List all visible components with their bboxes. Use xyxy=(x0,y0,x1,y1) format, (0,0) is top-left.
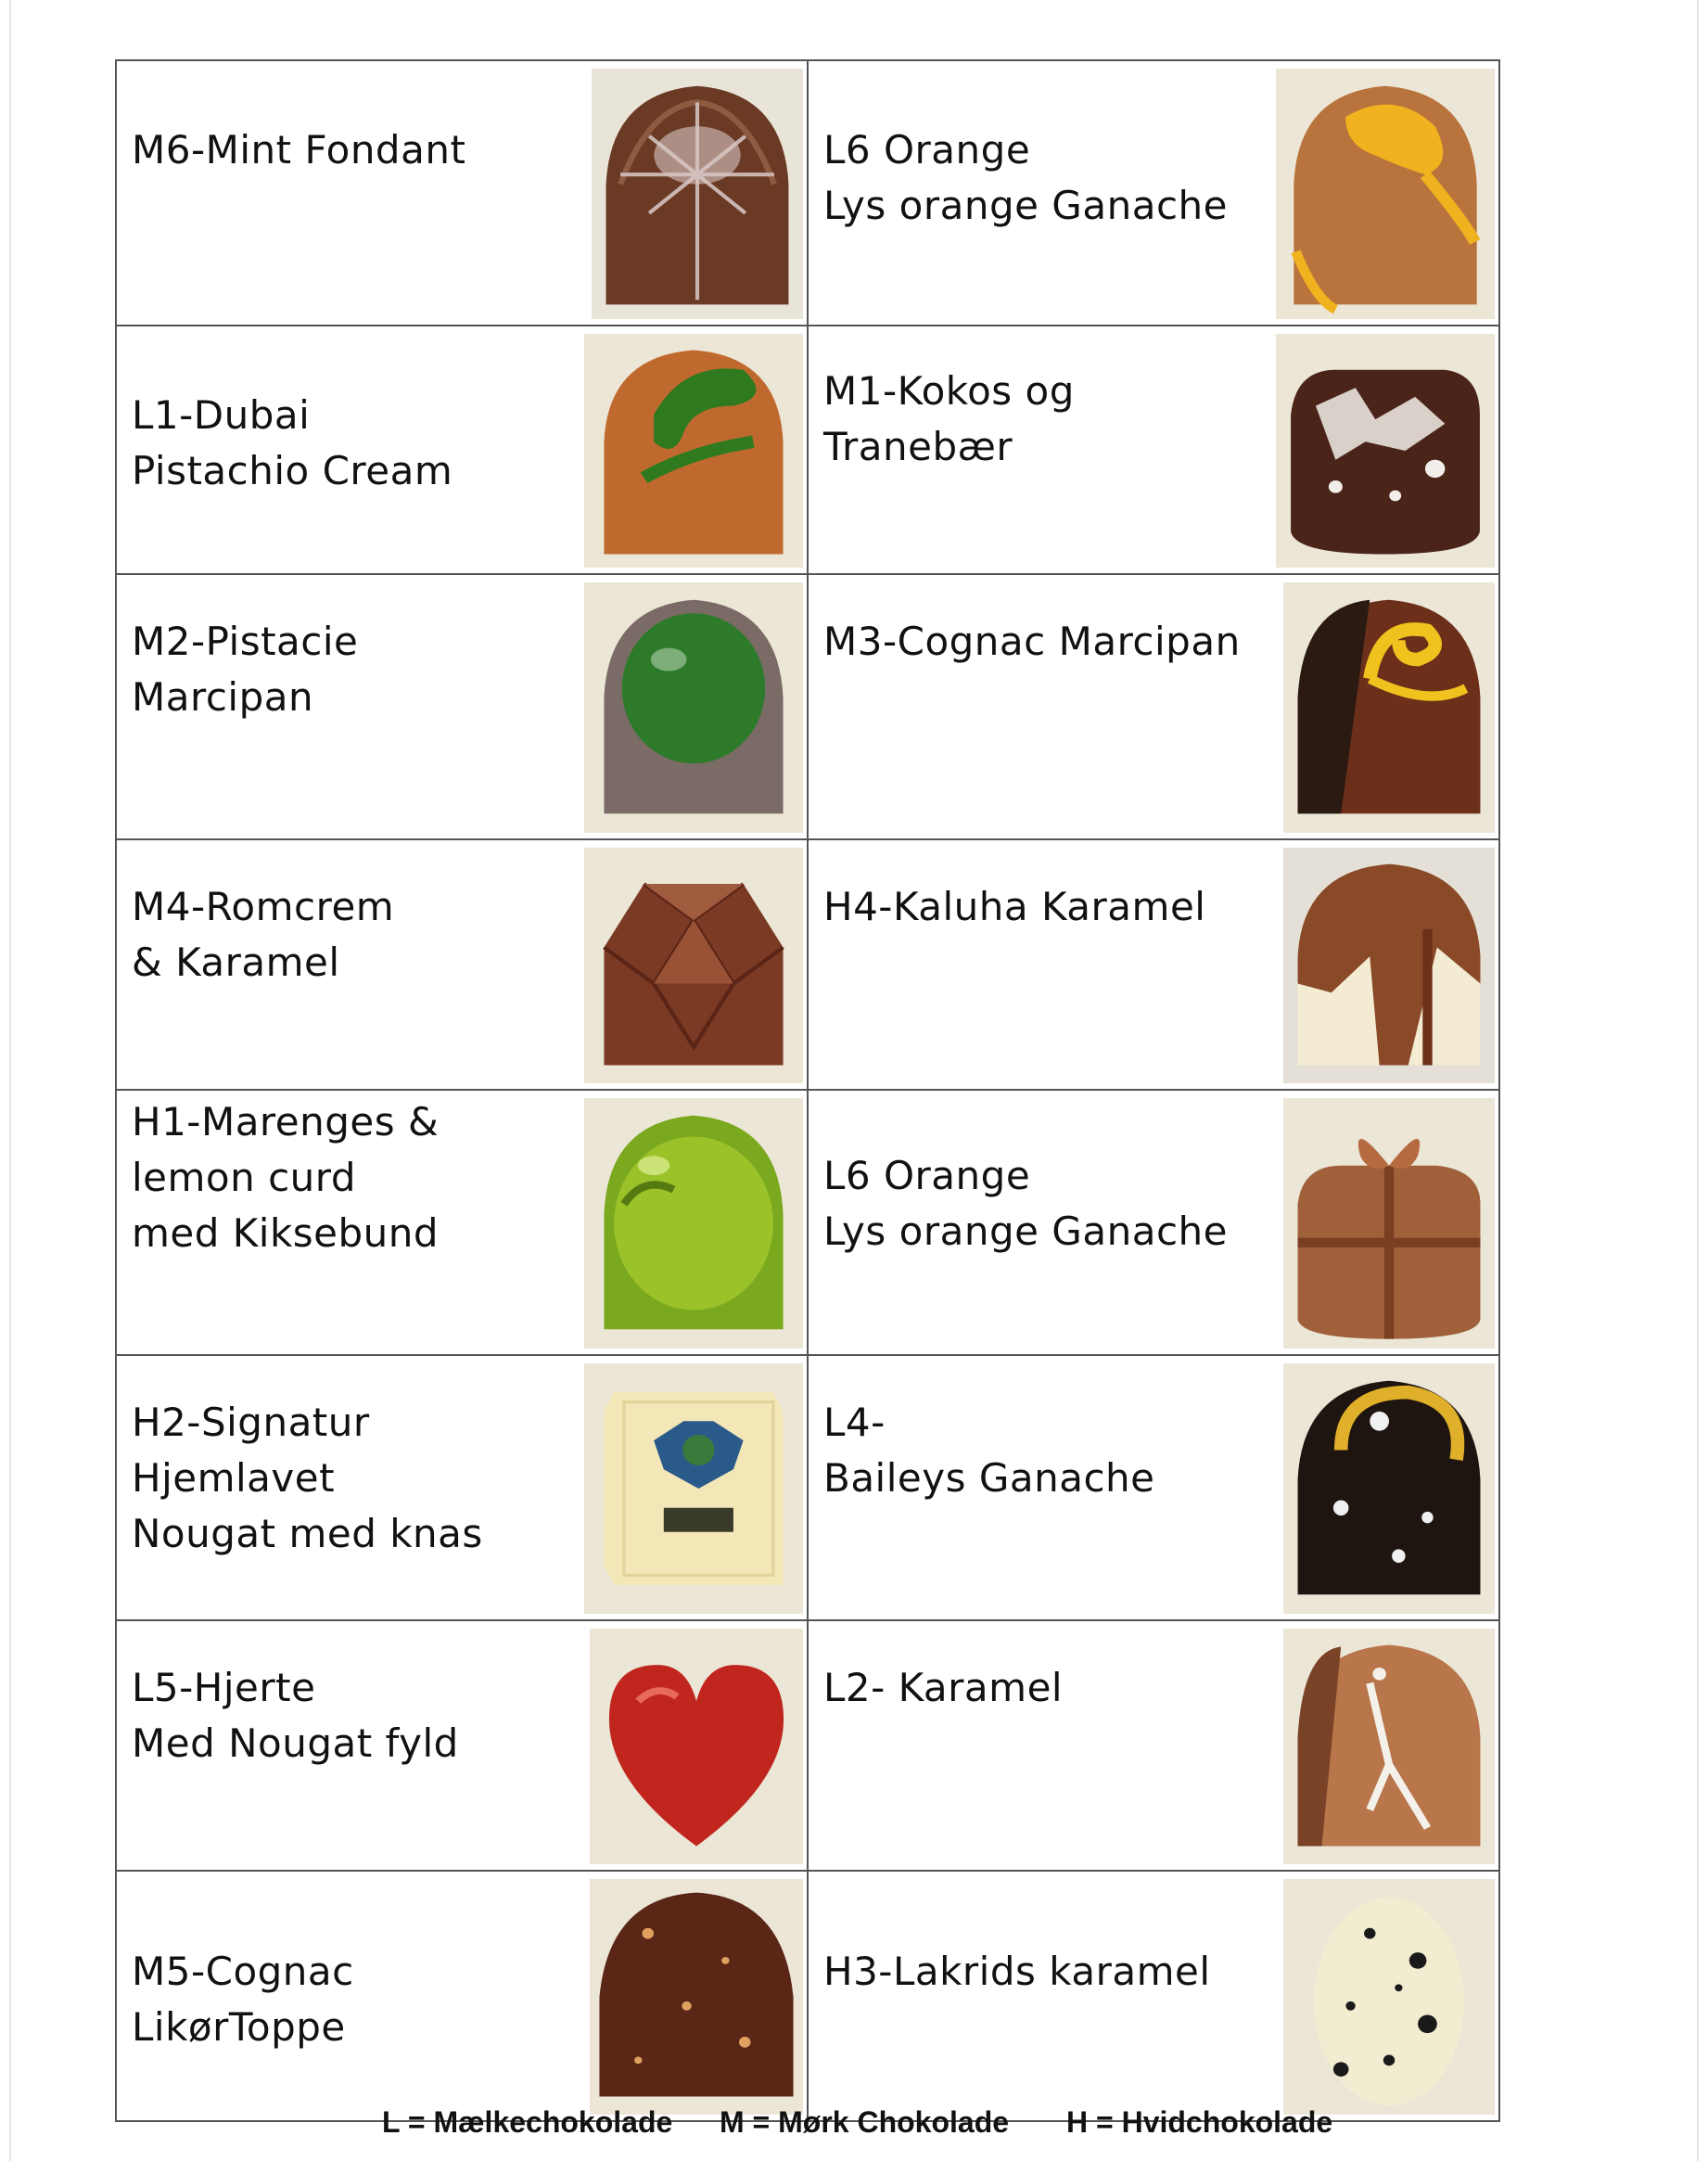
menu-cell xyxy=(808,839,1499,1090)
menu-cell xyxy=(808,326,1499,574)
menu-cell xyxy=(808,1355,1499,1620)
mint-fondant-chocolate-image xyxy=(592,69,803,319)
chocolate-label: M3-Cognac Marcipan xyxy=(823,619,1241,664)
chocolate-label: L6 Orange Lys orange Ganache xyxy=(823,127,1228,228)
chocolate-label: M1-Kokos og Tranebær xyxy=(823,368,1075,469)
table-row xyxy=(116,839,1499,1090)
chocolate-label: M6-Mint Fondant xyxy=(132,127,466,173)
marenges-lemon-curd-chocolate-image xyxy=(584,1098,803,1349)
menu-cell xyxy=(808,1090,1499,1355)
romcrem-karamel-chocolate-image xyxy=(584,848,803,1083)
chocolate-label: M2-Pistacie Marcipan xyxy=(132,619,359,720)
chocolate-label: L1-Dubai Pistachio Cream xyxy=(132,392,453,493)
menu-cell xyxy=(808,1620,1499,1871)
menu-cell xyxy=(116,839,808,1090)
legend-dark-chocolate: M = Mørk Chokolade xyxy=(720,2105,1010,2139)
orange-ganache-chocolate-image xyxy=(1276,69,1495,319)
legend-white-chocolate: H = Hvidchokolade xyxy=(1066,2105,1333,2139)
menu-cell xyxy=(116,326,808,574)
table-row xyxy=(116,1355,1499,1620)
karamel-chocolate-image xyxy=(1283,1629,1495,1864)
table-row xyxy=(116,60,1499,326)
chocolate-label: H3-Lakrids karamel xyxy=(823,1949,1211,1994)
legend-milk-chocolate: L = Mælkechokolade xyxy=(382,2105,673,2139)
chocolate-label: L4- Baileys Ganache xyxy=(823,1400,1155,1501)
pistacie-marcipan-chocolate-image xyxy=(584,582,803,833)
menu-cell xyxy=(116,1355,808,1620)
menu-cell xyxy=(808,574,1499,839)
chocolate-label: H4-Kaluha Karamel xyxy=(823,884,1206,929)
chocolate-label: H1-Marenges & lemon curd med Kiksebund xyxy=(132,1099,440,1256)
baileys-ganache-chocolate-image xyxy=(1283,1363,1495,1614)
table-row xyxy=(116,1871,1499,2121)
chocolate-label: L6 Orange Lys orange Ganache xyxy=(823,1153,1228,1254)
page-edge-right xyxy=(1697,0,1699,2161)
chocolate-label: L2- Karamel xyxy=(823,1665,1064,1710)
page-edge-left xyxy=(9,0,11,2161)
cognac-marcipan-chocolate-image xyxy=(1283,582,1495,833)
chocolate-label: M5-Cognac LikørToppe xyxy=(132,1949,354,2050)
chocolate-label: M4-Romcrem & Karamel xyxy=(132,884,395,985)
menu-cell xyxy=(808,1871,1499,2121)
gift-box-chocolate-image xyxy=(1283,1098,1495,1349)
chocolate-menu-table xyxy=(115,59,1500,2122)
menu-cell xyxy=(116,1871,808,2121)
table-row xyxy=(116,574,1499,839)
menu-cell xyxy=(808,60,1499,326)
table-row xyxy=(116,1620,1499,1871)
chocolate-label: H2-Signatur Hjemlavet Nougat med knas xyxy=(132,1400,483,1556)
kaluha-karamel-chocolate-image xyxy=(1283,848,1495,1083)
menu-cell xyxy=(116,1620,808,1871)
chocolate-type-legend xyxy=(115,2105,1500,2146)
table-row xyxy=(116,326,1499,574)
menu-cell xyxy=(116,574,808,839)
cognac-likortoppe-chocolate-image xyxy=(590,1879,803,2115)
table-row xyxy=(116,1090,1499,1355)
menu-cell xyxy=(116,60,808,326)
signatur-nougat-chocolate-image xyxy=(584,1363,803,1614)
lakrids-karamel-chocolate-image xyxy=(1283,1879,1495,2115)
heart-nougat-chocolate-image xyxy=(590,1629,803,1864)
menu-cell xyxy=(116,1090,808,1355)
kokos-tranebaer-chocolate-image xyxy=(1276,334,1495,568)
chocolate-label: L5-Hjerte Med Nougat fyld xyxy=(132,1665,459,1766)
dubai-pistachio-chocolate-image xyxy=(584,334,803,568)
